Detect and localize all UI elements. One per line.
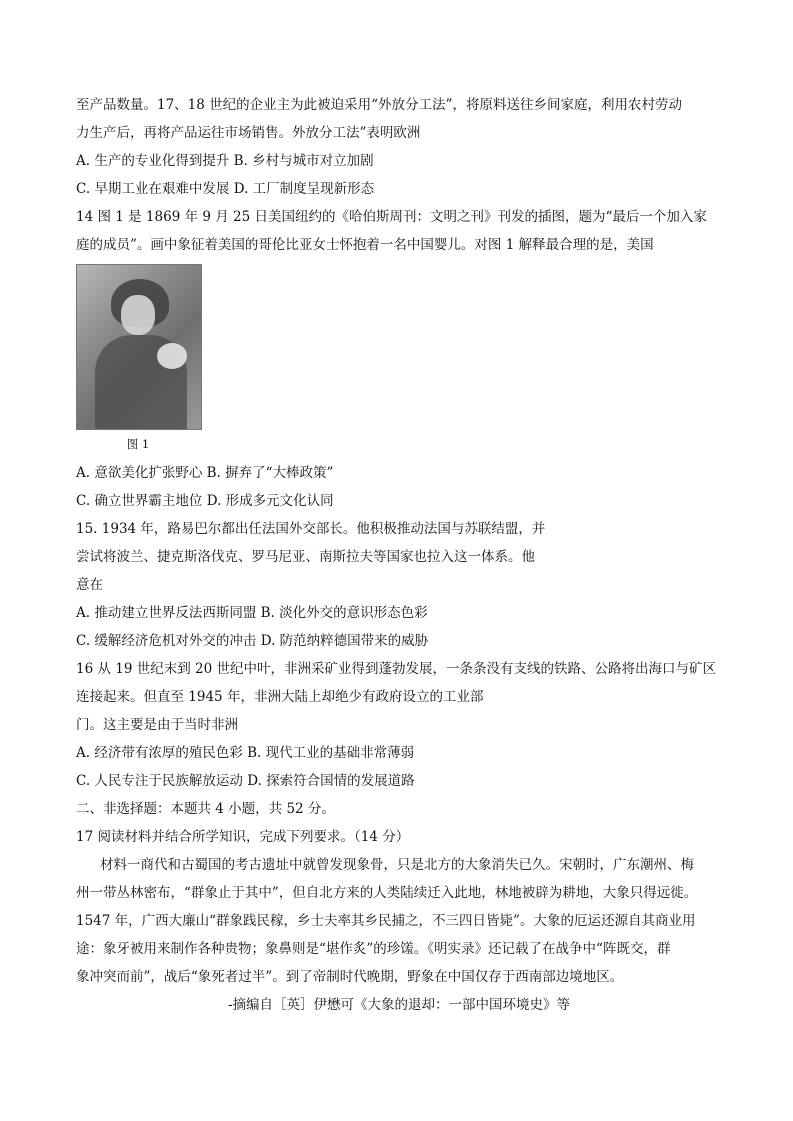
- q17-source: -摘编自［英］伊懋可《大象的退却：一部中国环境史》等: [228, 997, 571, 1013]
- section-2-heading: 二、非选择题：本题共 4 小题，共 52 分。: [76, 801, 335, 817]
- q16-options-ab: A. 经济带有浓厚的殖民色彩 B. 现代工业的基础非常薄弱: [76, 745, 415, 761]
- q13-options-cd: C. 早期工业在艰难中发展 D. 工厂制度呈现新形态: [76, 181, 375, 197]
- q15-text-line-1: 15. 1934 年，路易巴尔都出任法国外交部长。他积极推动法国与苏联结盟，并: [76, 521, 546, 537]
- q15-options-ab: A. 推动建立世界反法西斯同盟 B. 淡化外交的意识形态色彩: [76, 605, 428, 621]
- q13-options-ab: A. 生产的专业化得到提升 B. 乡村与城市对立加剧: [76, 153, 374, 169]
- figure-1-caption: 图 1: [126, 437, 150, 451]
- q15-text-line-3: 意在: [76, 577, 103, 593]
- q14-text-line-1: 14 图 1 是 1869 年 9 月 25 日美国纽约的《哈伯斯周刊：文明之刊》刊发的插图，题为“最后一个加入家: [76, 209, 707, 225]
- q16-options-cd: C. 人民专注于民族解放运动 D. 探索符合国情的发展道路: [76, 773, 415, 789]
- q13-text-line-1: 至产品数量。17、18 世纪的企业主为此被迫采用“外放分工法”，将原料送往乡间家庭，利用农村劳动: [76, 97, 682, 113]
- q14-options-ab: A. 意欲美化扩张野心 B. 摒弃了“大棒政策”: [76, 465, 334, 481]
- q17-material-line-5: 象冲突而前”，战后“象死者过半”。到了帝制时代晚期，野象在中国仅存于西南部边境地区。: [76, 969, 624, 985]
- q16-text-line-2: 连接起来。但直至 1945 年，非洲大陆上却绝少有政府设立的工业部: [76, 689, 484, 705]
- q14-text-line-2: 庭的成员”。画中象征着美国的哥伦比亚女士怀抱着一名中国婴儿。对图 1 解释最合理的是，美国: [76, 237, 654, 253]
- q17-material-line-1: 材料一商代和古蜀国的考古遗址中就曾发现象骨，只是北方的大象消失已久。宋朝时，广东潮州、梅: [100, 857, 694, 873]
- q14-options-cd: C. 确立世界霸主地位 D. 形成多元文化认同: [76, 493, 334, 509]
- q16-text-line-3: 门。这主要是由于当时非洲: [76, 717, 238, 733]
- q16-text-line-1: 16 从 19 世纪末到 20 世纪中叶，非洲采矿业得到蓬勃发展，一条条没有支线的铁路、公路将出海口与矿区: [76, 661, 716, 677]
- figure-1-illustration: [76, 264, 202, 430]
- q13-text-line-2: 力生产后，再将产品运往市场销售。外放分工法”表明欧洲: [76, 125, 421, 141]
- q17-material-line-2: 州一带丛林密布，“群象止于其中”，但自北方来的人类陆续迁入此地，林地被辟为耕地，大象只得远徙。: [76, 885, 698, 901]
- q17-prompt: 17 阅读材料并结合所学知识，完成下列要求。（14 分）: [76, 829, 410, 845]
- q15-options-cd: C. 缓解经济危机对外交的冲击 D. 防范纳粹德国带来的威胁: [76, 633, 429, 649]
- q17-material-line-4: 途：象牙被用来制作各种贵物；象鼻则是“堪作炙”的珍馐。《明实录》还记载了在战争中“阵既交，群: [76, 941, 671, 957]
- q17-material-line-3: 1547 年，广西大廉山“群象践民稼，乡士夫率其乡民捕之，不三四日皆毙”。大象的厄运还源自其商业用: [76, 913, 696, 929]
- q15-text-line-2: 尝试将波兰、捷克斯洛伐克、罗马尼亚、南斯拉夫等国家也拉入这一体系。他: [76, 549, 535, 565]
